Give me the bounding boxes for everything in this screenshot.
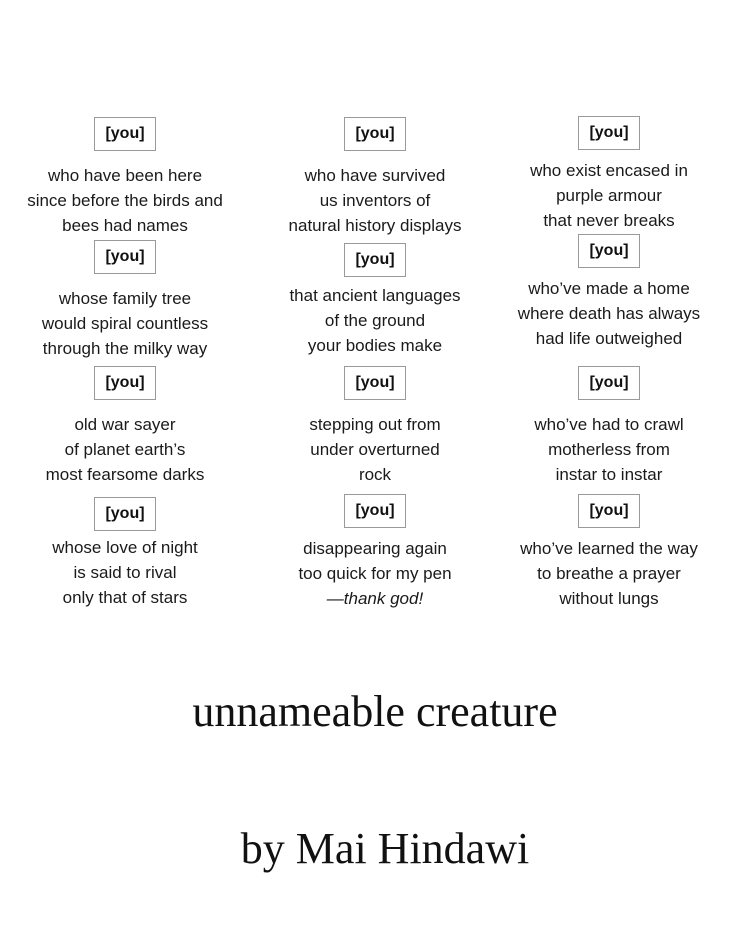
author-byline: by Mai Hindawi xyxy=(240,824,530,873)
stanza-line: too quick for my pen xyxy=(298,564,452,583)
stanza-line: who’ve learned the way xyxy=(520,539,698,558)
stanza xyxy=(484,276,734,351)
stanza-line: since before the birds and xyxy=(27,191,223,210)
stanza-line: us inventors of xyxy=(319,191,431,210)
stanza-line: that never breaks xyxy=(543,211,675,230)
stanza-line: had life outweighed xyxy=(535,329,683,348)
stanza-line: without lungs xyxy=(559,589,659,608)
stanza-line: to breathe a prayer xyxy=(537,564,681,583)
stanza-cell xyxy=(0,497,250,610)
stanza-line: motherless from xyxy=(548,440,670,459)
stanza-line: is said to rival xyxy=(73,563,177,582)
stanza-line: who’ve made a home xyxy=(528,279,690,298)
stanza-line: instar to instar xyxy=(555,465,663,484)
stanza-line: that ancient languages xyxy=(289,286,461,305)
stanza xyxy=(250,536,500,611)
stanza-line: most fearsome darks xyxy=(45,465,205,484)
you-label-box: [you] xyxy=(344,366,405,400)
stanza-line: whose love of night xyxy=(52,538,198,557)
stanza xyxy=(250,163,500,238)
stanza xyxy=(0,163,250,238)
you-label-box: [you] xyxy=(94,497,155,531)
stanza-cell xyxy=(484,234,734,351)
you-label-box: [you] xyxy=(94,366,155,400)
you-label-box: [you] xyxy=(578,494,639,528)
stanza xyxy=(0,286,250,361)
stanza-cell xyxy=(0,366,250,487)
you-label-box: [you] xyxy=(578,116,639,150)
stanza-line: who’ve had to crawl xyxy=(534,415,684,434)
stanza-line: bees had names xyxy=(62,216,188,235)
page-title: unnameable creature xyxy=(192,687,558,736)
stanza-line: who exist encased in xyxy=(530,161,688,180)
stanza-line: where death has always xyxy=(517,304,701,323)
stanza-line: under overturned xyxy=(310,440,440,459)
you-label-box: [you] xyxy=(94,117,155,151)
stanza-line: who have survived xyxy=(304,166,446,185)
stanza-cell xyxy=(484,116,734,233)
stanza-line: of the ground xyxy=(324,311,426,330)
stanza xyxy=(250,412,500,487)
stanza xyxy=(0,535,250,610)
stanza-line: disappearing again xyxy=(303,539,447,558)
stanza-cell xyxy=(250,117,500,238)
stanza-cell xyxy=(484,366,734,487)
stanza-line: old war sayer xyxy=(74,415,176,434)
stanza xyxy=(484,536,734,611)
you-label-box: [you] xyxy=(94,240,155,274)
stanza-line: would spiral countless xyxy=(41,314,209,333)
stanza-cell xyxy=(250,243,500,358)
you-label-box: [you] xyxy=(344,494,405,528)
stanza xyxy=(250,283,500,358)
stanza-cell xyxy=(250,366,500,487)
stanza-line: rock xyxy=(358,465,392,484)
stanza-cell xyxy=(250,494,500,611)
stanza-line: purple armour xyxy=(556,186,662,205)
stanza-line: who have been here xyxy=(47,166,203,185)
you-label-box: [you] xyxy=(344,243,405,277)
stanza-cell xyxy=(484,494,734,611)
stanza-cell xyxy=(0,117,250,238)
stanza-line: your bodies make xyxy=(307,336,443,355)
stanza-line: through the milky way xyxy=(42,339,208,358)
stanza-cell xyxy=(0,240,250,361)
stanza xyxy=(484,158,734,233)
stanza-line: natural history displays xyxy=(288,216,462,235)
stanza-line: of planet earth’s xyxy=(64,440,186,459)
you-label-box: [you] xyxy=(344,117,405,151)
stanza xyxy=(484,412,734,487)
you-label-box: [you] xyxy=(578,366,639,400)
you-label-box: [you] xyxy=(578,234,639,268)
stanza xyxy=(0,412,250,487)
stanza-line: —thank god! xyxy=(326,589,424,608)
stanza-line: only that of stars xyxy=(62,588,188,607)
stanza-line: stepping out from xyxy=(309,415,441,434)
stanza-line: whose family tree xyxy=(58,289,192,308)
